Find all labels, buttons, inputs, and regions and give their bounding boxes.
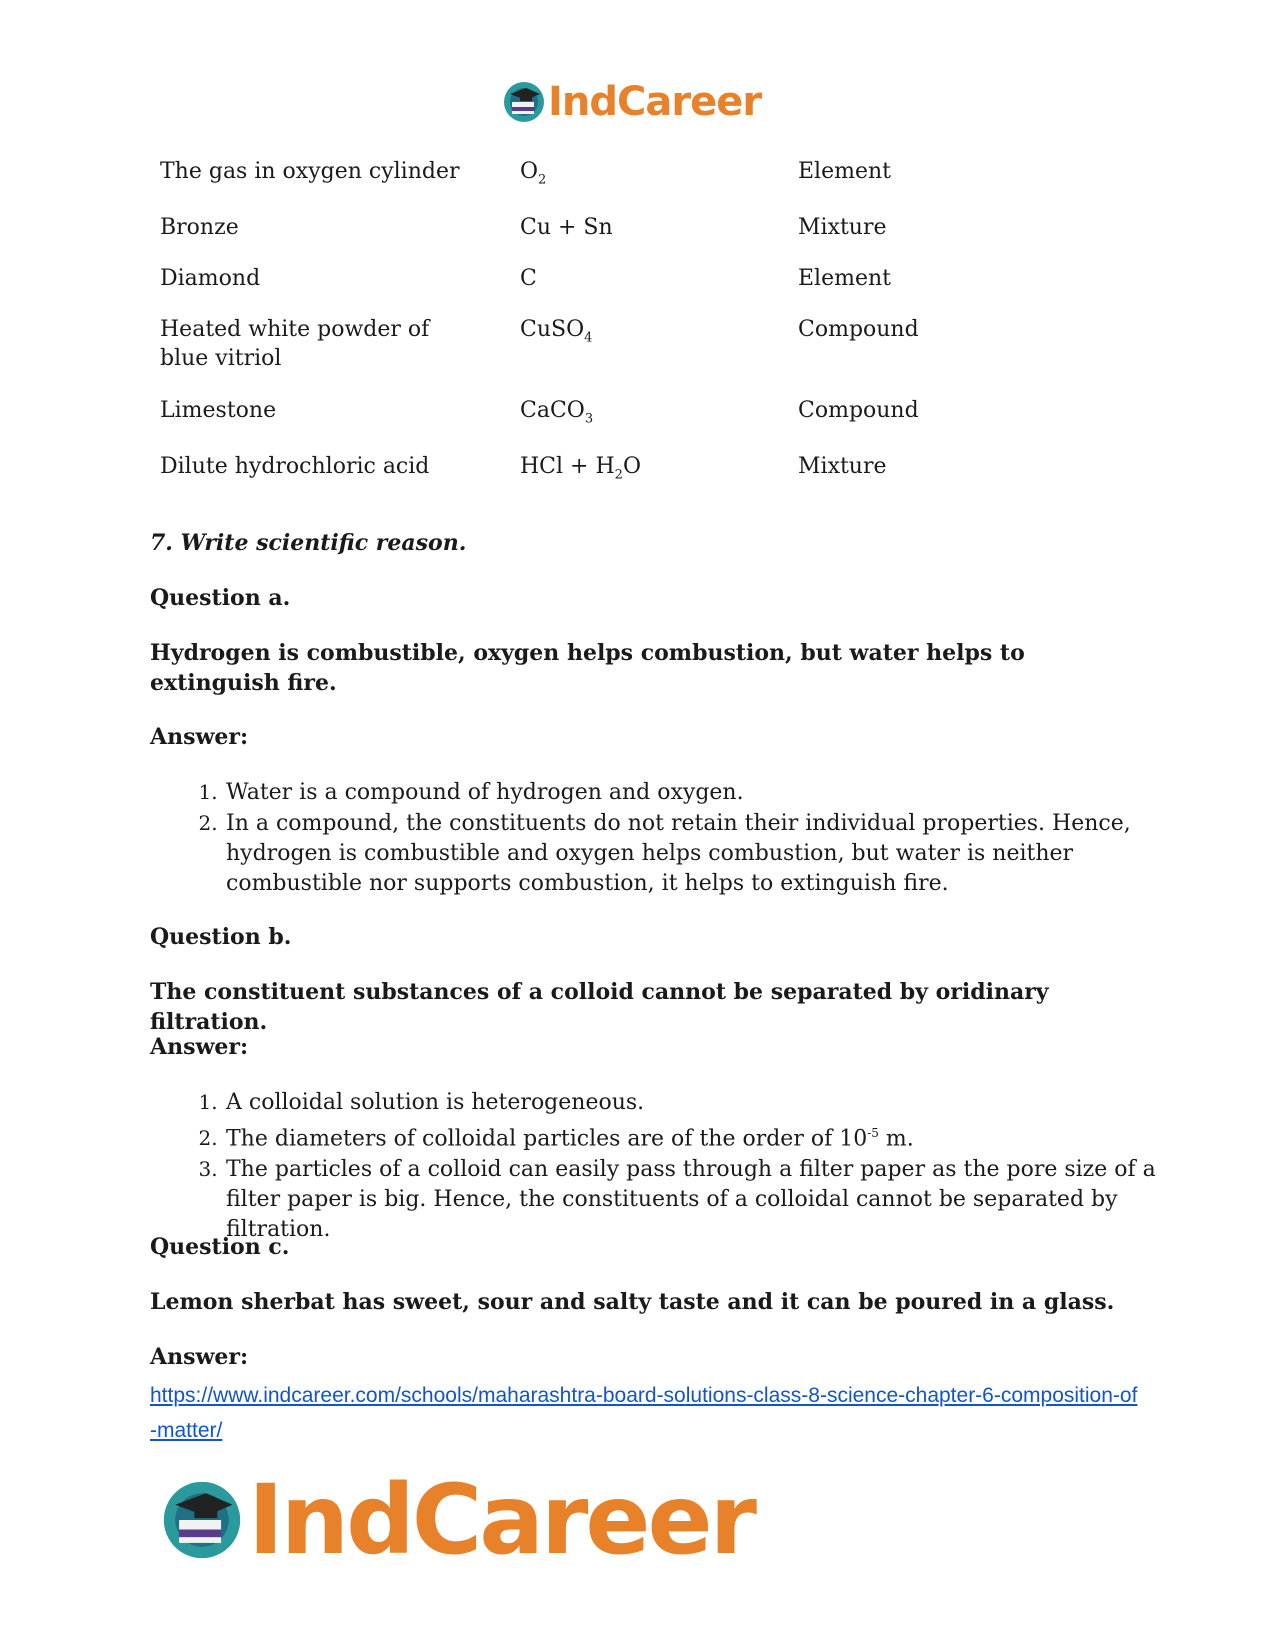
formula-cell: HCl + $H_2O$ [520,454,641,483]
substance-cell: Limestone [160,398,277,423]
section-heading: 7. Write scientific reason. [150,530,467,556]
type-cell: Mixture [798,454,887,479]
question-c-text: Lemon sherbat has sweet, sour and salty taste and it can be poured in a glass. [150,1289,1115,1315]
logo-text: IndCareer [548,79,762,125]
type-cell: Element [798,159,892,184]
question-c-label: Question c. [150,1234,290,1260]
list-item: 2. The diameters of colloidal particles are of the order of $10^{-5}$ m. [224,1118,1204,1154]
formula-cell: C [520,266,537,291]
formula-cell: CuSO$_4$ [520,317,593,346]
formula-cell: CaCO$_3$ [520,398,594,427]
type-cell: Mixture [798,215,887,240]
list-item: 2. In a compound, the constituents do not retain their individual properties. Hence, hydrogen is combustible and oxygen helps combustion, but water is neither combustible nor supports combustion, it helps to extinguish fire. [224,808,1204,899]
list-item: 1. Water is a compound of hydrogen and oxygen. [224,777,1204,808]
graduation-book-icon [502,80,546,124]
list-item: 1. A colloidal solution is heterogeneous. [224,1087,1204,1118]
question-a-text: Hydrogen is combustible, oxygen helps combustion, but water helps to extinguish fire. [150,640,1025,696]
type-cell: Compound [798,398,919,423]
question-a-answer-label: Answer: [150,724,249,750]
question-b-label: Question b. [150,924,292,950]
graduation-book-icon [160,1478,244,1562]
source-link[interactable]: https://www.indcareer.com/schools/maharashtra-board-solutions-class-8-science-chapter-6-composition-of-matter/ [150,1384,1138,1442]
question-a-label: Question a. [150,585,291,611]
formula-cell: $O_2$ [520,159,547,188]
substance-cell: Bronze [160,215,239,240]
formula-cell: Cu + Sn [520,215,613,240]
type-cell: Element [798,266,892,291]
substance-cell: The gas in oxygen cylinder [160,159,460,184]
substance-cell: Dilute hydrochloric acid [160,454,430,479]
question-c-answer-label: Answer: [150,1344,249,1370]
question-b-answer-label: Answer: [150,1034,249,1060]
header-logo [502,80,761,124]
question-b-text: The constituent substances of a colloid cannot be separated by oridinary filtration. [150,979,1049,1035]
substance-cell: Heated white powder of blue vitriol [160,317,430,371]
logo-text: IndCareer [248,1464,754,1576]
footer-logo [160,1464,754,1576]
question-a-answer-list [150,777,1204,899]
type-cell: Compound [798,317,919,342]
question-b-answer-list [150,1087,1204,1245]
substance-cell: Diamond [160,266,261,291]
list-item: 3. The particles of a colloid can easily pass through a filter paper as the pore size of a filter paper is big. Hence, the constituents of a colloidal cannot be separated by filtration. [224,1154,1204,1245]
